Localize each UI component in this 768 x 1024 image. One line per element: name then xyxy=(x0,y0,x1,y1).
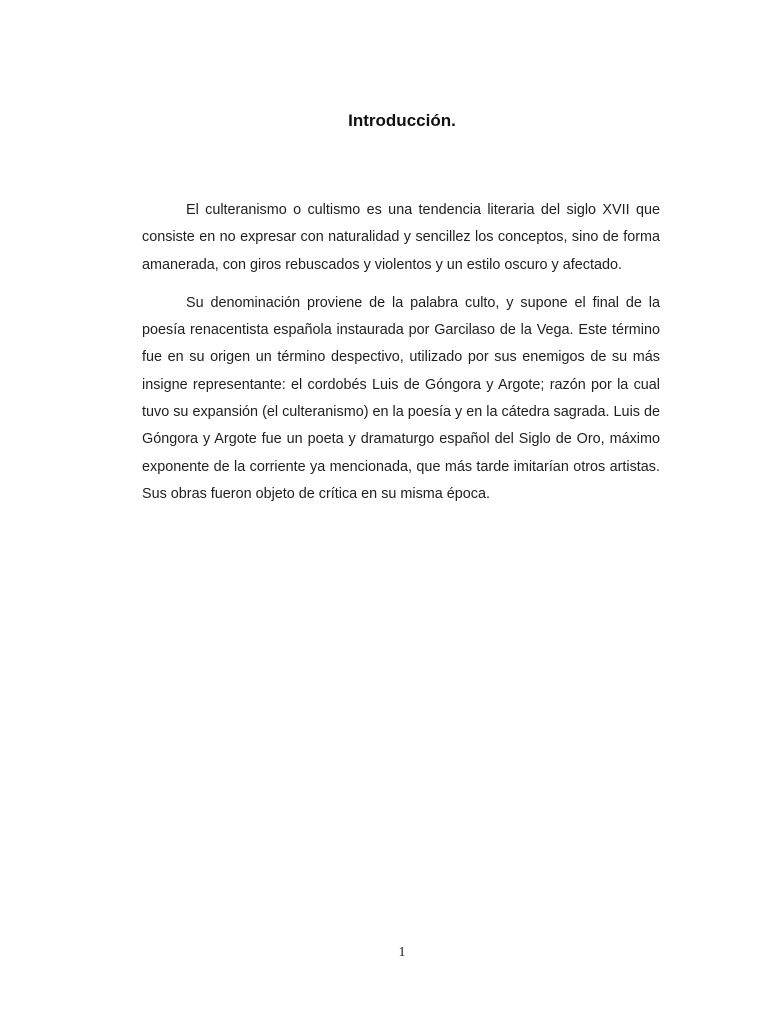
paragraph-2: Su denominación proviene de la palabra culto, y supone el final de la poesía renacentista española instaurada por Garcilaso de la Vega. Este término fue en su origen un término despectivo, utilizado por sus enemigos de su más insigne representante: el cordobés Luis de Góngora y Argote; razón por la cual tuvo su expansión (el culteranismo) en la poesía y en la cátedra sagrada. Luis de Góngora y Argote fue un poeta y dramaturgo español del Siglo de Oro, máximo exponente de la corriente ya mencionada, que más tarde imitarían otros artistas. Sus obras fueron objeto de crítica en su misma época. xyxy=(142,294,660,502)
page-title: Introducción. xyxy=(348,111,456,130)
body-text xyxy=(142,197,660,508)
page-number: 1 xyxy=(398,945,406,960)
paragraph-1: El culteranismo o cultismo es una tendencia literaria del siglo XVII que consiste en no expresar con naturalidad y sencillez los conceptos, sino de forma amanerada, con giros rebuscados y violentos y un estilo oscuro y afectado. xyxy=(142,202,660,273)
